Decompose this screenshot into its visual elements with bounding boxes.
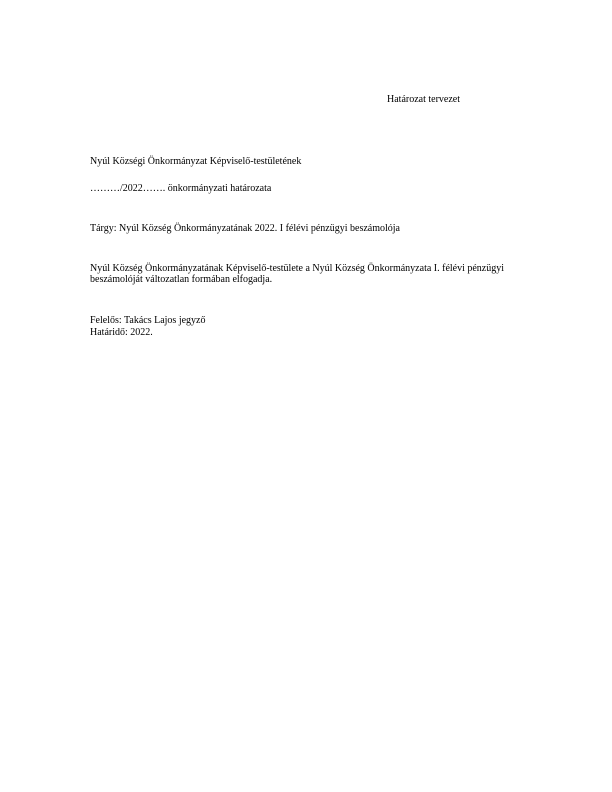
subject-line: Tárgy: Nyúl Község Önkormányzatának 2022. I félévi pénzügyi beszámolója bbox=[90, 223, 400, 234]
council-addressee: Nyúl Községi Önkormányzat Képviselő-testületének bbox=[90, 156, 302, 167]
resolution-number-line: ………/2022……. önkormányzati határozata bbox=[90, 183, 272, 194]
resolution-body-text: Nyúl Község Önkormányzatának Képviselő-testülete a Nyúl Község Önkormányzata I. félévi pénzügyi beszámolóját változatlan formában elfogadja. bbox=[90, 263, 505, 285]
draft-resolution-label: Határozat tervezet bbox=[387, 94, 461, 105]
deadline-line: Határidő: 2022. bbox=[90, 327, 153, 338]
responsible-person-line: Felelős: Takács Lajos jegyző bbox=[90, 315, 206, 326]
